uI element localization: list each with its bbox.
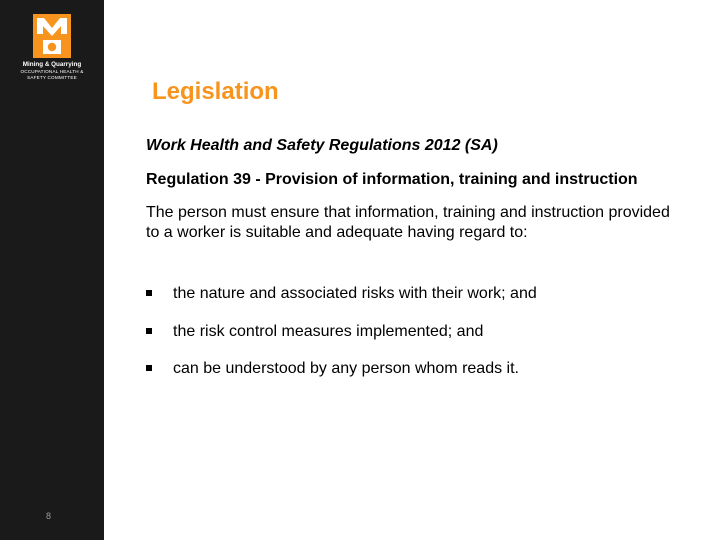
list-item [146,322,666,342]
regulation-heading: Regulation 39 - Provision of information, training and instruction [146,170,638,188]
bullet-list [146,284,666,397]
mq-logo-icon [33,14,71,58]
sidebar [0,0,104,540]
bullet-text: the nature and associated risks with their work; and [173,285,537,302]
intro-paragraph: The person must ensure that information, training and instruction provided to a worker is suitable and adequate having regard to: [146,204,670,241]
logo-subtitle-2: SAFETY COMMITTEE [27,74,77,80]
square-bullet-icon [146,290,152,296]
bullet-text: can be understood by any person whom reads it. [173,360,519,377]
list-item [146,284,666,304]
square-bullet-icon [146,365,152,371]
slide-title: Legislation [152,78,279,105]
logo-subtitle-1: OCCUPATIONAL HEALTH & [20,68,84,74]
logo [16,14,88,100]
list-item [146,359,666,379]
page-number: 8 [46,511,52,521]
regulations-subtitle: Work Health and Safety Regulations 2012 (SA) [146,137,498,154]
bullet-text: the risk control measures implemented; and [173,322,484,340]
square-bullet-icon [146,328,152,334]
slide-content [146,136,686,242]
logo-text [16,61,88,80]
logo-name: Mining & Quarrying [22,61,82,68]
